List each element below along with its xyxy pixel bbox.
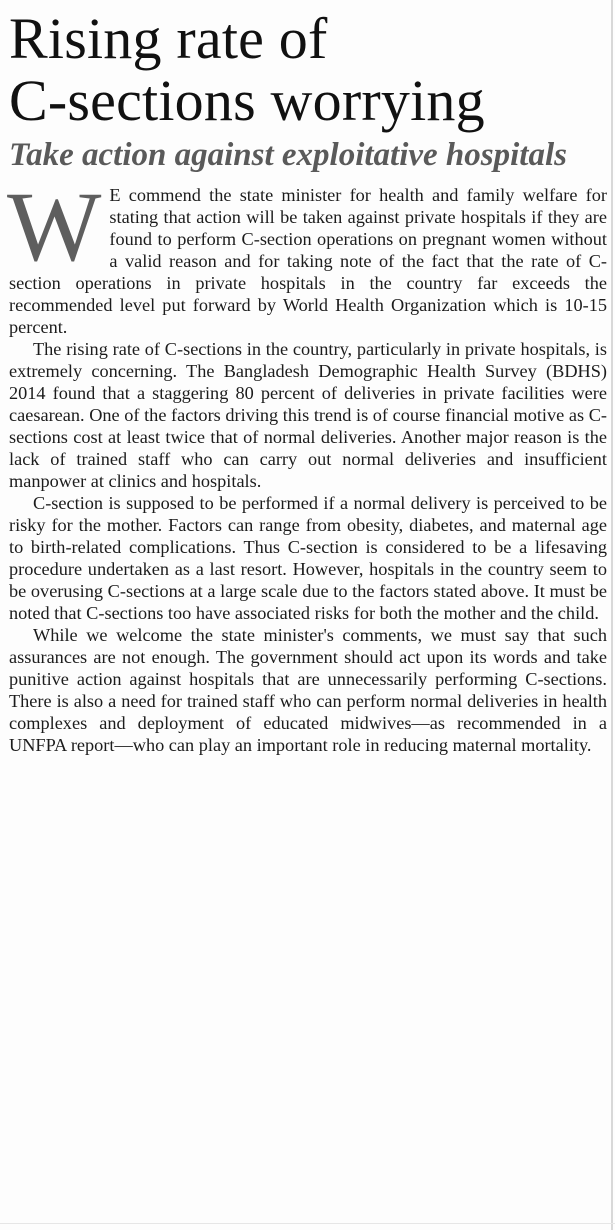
paragraph-3: C-section is supposed to be performed if a normal delivery is perceived to be risky for the mother. Factors can range from obesity, diabetes, and maternal age to birth-related complications. Thus C-section is considered to be a lifesaving procedure undertaken as a last resort. However, hospitals in the country seem to be overusing C-sections at a large scale due to the factors stated above. It must be noted that C-sections too have associated risks for both the mother and the child. <box>9 493 607 623</box>
headline-line-1: Rising rate of <box>9 6 328 71</box>
article-body <box>7 171 607 756</box>
page-edge-line <box>611 0 613 1230</box>
headline-line-2: C-sections worrying <box>9 68 485 133</box>
headline <box>9 8 607 132</box>
paragraph-4: While we welcome the state minister's comments, we must say that such assurances are not enough. The government should act upon its words and take punitive action against hospitals that are unnecessarily performing C-sections. There is also a need for trained staff who can perform normal deliveries in health complexes and deployment of educated midwives—as recommended in a UNFPA report—who can play an important role in reducing maternal mortality. <box>9 625 607 755</box>
paragraph-1 <box>7 171 607 338</box>
paragraph-2: The rising rate of C-sections in the country, particularly in private hospitals, is extremely concerning. The Bangladesh Demographic Health Survey (BDHS) 2014 found that a staggering 80 percent of deliveries in private facilities were caesarean. One of the factors driving this trend is of course financial motive as C-sections cost at least twice that of normal deliveries. Another major reason is the lack of trained staff who can carry out normal deliveries and insufficient manpower at clinics and hospitals. <box>9 339 607 491</box>
paragraph-1-text: E commend the state minister for health and family welfare for stating that action will be taken against private hospitals if they are found to perform C-section operations on pregnant women without a valid reason and for taking note of the fact that the rate of C-section operations in private hospitals in the country far exceeds the recommended level put forward by World Health Organization which is 10-15 percent. <box>9 185 607 337</box>
drop-cap: W <box>7 171 102 282</box>
page-bottom-line <box>0 1223 615 1224</box>
subheadline: Take action against exploitative hospitals <box>9 137 567 173</box>
